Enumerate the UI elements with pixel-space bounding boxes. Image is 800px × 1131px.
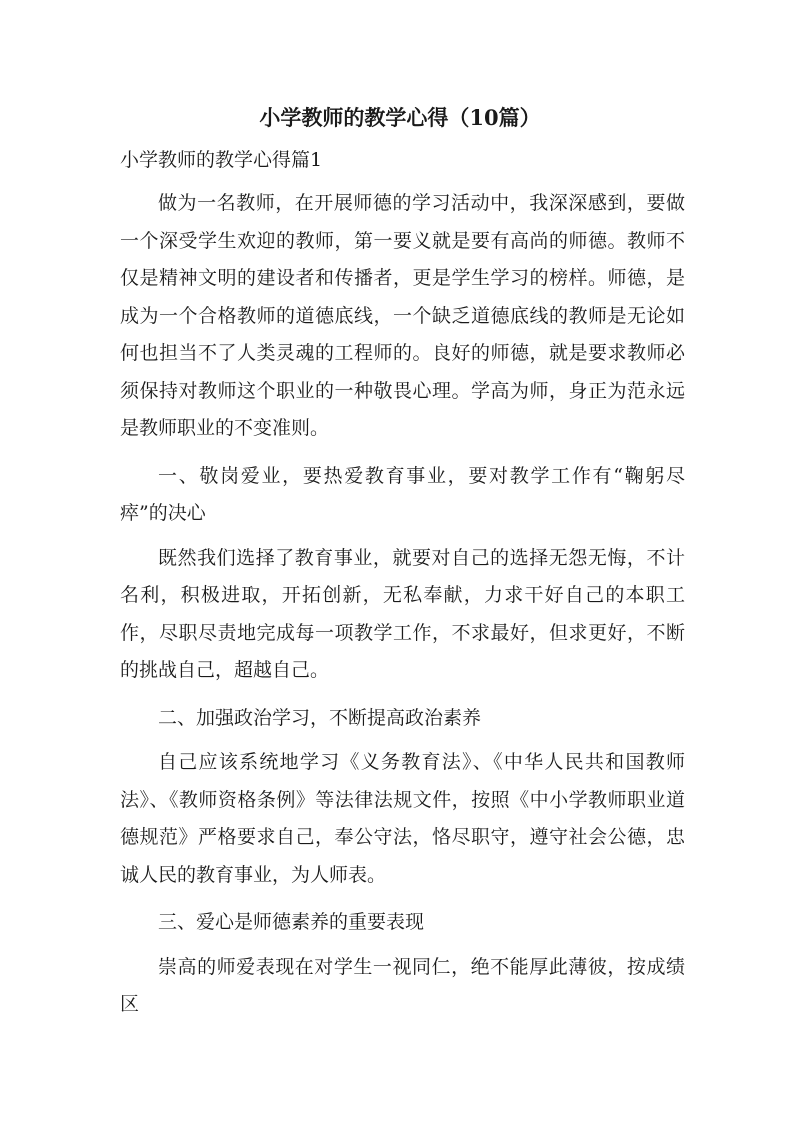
section-subtitle: 小学教师的教学心得篇1 [120,149,323,171]
section-heading-1: 一、敬岗爱业，要热爱教育事业，要对教学工作有“鞠躬尽瘁”的决心 [120,464,685,524]
paragraph-political-study: 自己应该系统地学习《义务教育法》、《中华人民共和国教师法》、《教师资格条例》等法律法规文件，按照《中小学教师职业道德规范》严格要求自己，奉公守法，恪尽职守，遵守社会公德，忠诚人民的教育事业，为人师表。 [120,751,685,886]
section-heading-2: 二、加强政治学习，不断提高政治素养 [158,706,482,729]
paragraph-career-devotion: 既然我们选择了教育事业，就要对自己的选择无怨无悔，不计名利，积极进取，开拓创新，无私奉献，力求干好自己的本职工作，尽职尽责地完成每一项教学工作，不求最好，但求更好，不断的挑战自己，超越自己。 [120,546,685,681]
document-body [120,185,685,1034]
paragraph-intro: 做为一名教师，在开展师德的学习活动中，我深深感到，要做一个深受学生欢迎的教师，第一要义就是要有高尚的师德。教师不仅是精神文明的建设者和传播者，更是学生学习的榜样。师德，是成为一个合格教师的道德底线，一个缺乏道德底线的教师是无论如何也担当不了人类灵魂的工程师的。良好的师德，就是要求教师必须保持对教师这个职业的一种敬畏心理。学高为师，身正为范永远是教师职业的不变准则。 [120,192,685,439]
section-heading-3: 三、爱心是师德素养的重要表现 [158,911,425,933]
paragraph-teacher-love: 崇高的师爱表现在对学生一视同仁，绝不能厚此薄彼，按成绩区 [120,955,685,1015]
document-title: 小学教师的教学心得（10篇） [259,105,541,130]
